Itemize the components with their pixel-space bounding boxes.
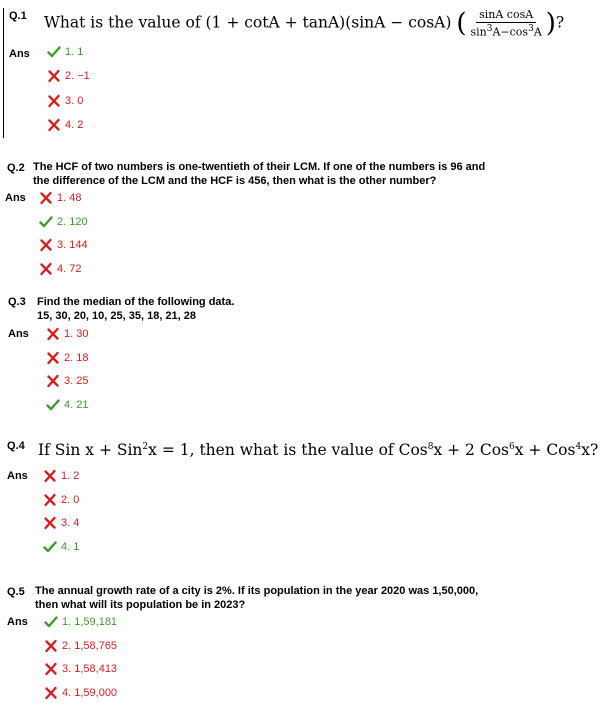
option-text: 1. 30 — [64, 328, 89, 340]
close-paren: ) — [545, 8, 556, 39]
check-icon — [43, 540, 57, 554]
question-text — [37, 295, 234, 323]
cross-icon — [39, 238, 53, 252]
option[interactable] — [47, 45, 83, 59]
den-part: A−cos — [492, 25, 529, 39]
question-text — [33, 160, 485, 188]
question-text — [35, 584, 478, 612]
option-text: 4. 72 — [57, 263, 82, 275]
cross-icon — [44, 662, 58, 676]
den-sup: 3 — [486, 24, 493, 34]
math-sup: 6 — [509, 441, 515, 452]
option[interactable] — [39, 191, 81, 205]
question-line: the difference of the LCM and the HCF is 456, then what is the other number? — [33, 175, 437, 187]
question-divider — [3, 8, 4, 138]
question-number: Q.4 — [7, 440, 25, 452]
math-part: x + Cos — [514, 441, 576, 459]
option[interactable] — [44, 686, 117, 700]
open-paren: ( — [456, 8, 467, 39]
math-part: x = 1, then what is the value of Cos — [148, 441, 428, 459]
option-text: 3. 4 — [61, 517, 80, 529]
check-icon — [47, 45, 61, 59]
ans-label: Ans — [7, 616, 28, 628]
cross-icon — [44, 686, 58, 700]
ans-label: Ans — [8, 328, 29, 340]
option[interactable] — [47, 69, 90, 83]
check-icon — [46, 398, 60, 412]
option[interactable] — [43, 540, 79, 554]
option-text: 2. 0 — [61, 494, 80, 506]
math-part: x + 2 Cos — [433, 441, 509, 459]
question-line: The HCF of two numbers is one-twentieth of their LCM. If one of the numbers is 96 and — [33, 161, 486, 173]
math-sup: 2 — [142, 441, 149, 452]
check-icon — [44, 615, 58, 629]
option[interactable] — [44, 639, 117, 653]
option[interactable] — [46, 374, 88, 388]
option-text: 3. 144 — [57, 239, 88, 251]
option-text: 2. −1 — [65, 70, 90, 82]
option-text: 2. 1,58,765 — [62, 640, 118, 652]
option[interactable] — [39, 262, 81, 276]
ans-label: Ans — [5, 192, 26, 204]
cross-icon — [46, 374, 60, 388]
check-icon — [39, 215, 53, 229]
option-text: 1. 1,59,181 — [62, 616, 118, 628]
option-text: 3. 25 — [64, 375, 89, 387]
math-part: x? — [581, 441, 599, 459]
option[interactable] — [47, 94, 83, 108]
question-line: Find the median of the following data. — [37, 296, 235, 308]
cross-icon — [44, 639, 58, 653]
cross-icon — [47, 94, 61, 108]
fraction-denominator — [468, 23, 545, 39]
option[interactable] — [43, 516, 79, 530]
question-number: Q.3 — [8, 296, 26, 308]
option[interactable] — [39, 215, 88, 229]
option-text: 3. 1,58,413 — [62, 663, 118, 675]
question-number: Q.2 — [7, 162, 25, 174]
math-sup: 4 — [575, 441, 582, 452]
question-number: Q.5 — [7, 586, 25, 598]
den-sup: 3 — [528, 24, 534, 34]
math-prefix: What is the value of (1 + cotA + tanA)(sinA − cosA) — [44, 13, 452, 32]
option[interactable] — [46, 398, 88, 412]
question-line: The annual growth rate of a city is 2%. If its population in the year 2020 was 1,50,000, — [35, 585, 479, 597]
option-text: 4. 1,59,000 — [62, 687, 118, 699]
option[interactable] — [44, 615, 117, 629]
question-number: Q.1 — [9, 10, 27, 22]
cross-icon — [43, 516, 57, 530]
option-text: 4. 1 — [61, 541, 80, 553]
option[interactable] — [44, 662, 117, 676]
option-text: 2. 120 — [57, 216, 88, 228]
question-line: then what will its population be in 2023? — [35, 599, 246, 611]
option-text: 2. 18 — [64, 352, 89, 364]
ans-label: Ans — [7, 470, 28, 482]
option-text: 4. 21 — [64, 399, 89, 411]
math-suffix: ? — [555, 13, 565, 32]
fraction — [468, 8, 545, 39]
option[interactable] — [39, 238, 88, 252]
option[interactable] — [46, 351, 88, 365]
option[interactable] — [46, 327, 88, 341]
cross-icon — [46, 351, 60, 365]
option-text: 1. 1 — [65, 46, 84, 58]
question-text — [38, 441, 598, 459]
cross-icon — [47, 118, 61, 132]
question-line: 15, 30, 20, 10, 25, 35, 18, 21, 28 — [37, 310, 197, 322]
option-text: 4. 2 — [65, 119, 84, 131]
option-text: 3. 0 — [65, 95, 84, 107]
math-part: If Sin x + Sin — [38, 441, 143, 459]
den-part: A — [533, 25, 542, 39]
den-part: sin — [470, 25, 487, 39]
question-text — [44, 8, 564, 39]
cross-icon — [46, 327, 60, 341]
cross-icon — [47, 69, 61, 83]
ans-label: Ans — [9, 48, 30, 60]
cross-icon — [43, 469, 57, 483]
math-sup: 8 — [427, 441, 434, 452]
cross-icon — [39, 262, 53, 276]
option[interactable] — [47, 118, 83, 132]
option[interactable] — [43, 493, 79, 507]
option-text: 1. 48 — [57, 192, 82, 204]
cross-icon — [39, 191, 53, 205]
fraction-numerator: sinA cosA — [476, 8, 536, 23]
option-text: 1. 2 — [61, 470, 80, 482]
option[interactable] — [43, 469, 79, 483]
cross-icon — [43, 493, 57, 507]
